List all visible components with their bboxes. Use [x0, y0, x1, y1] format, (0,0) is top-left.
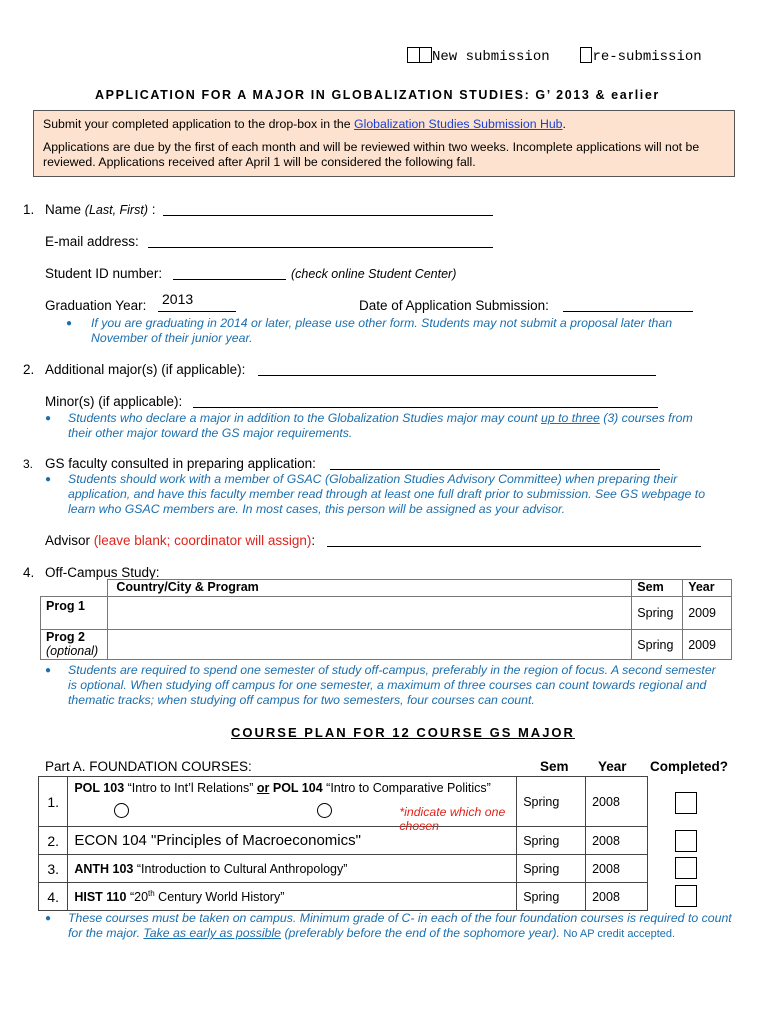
- row2-completed-checkbox[interactable]: [675, 830, 697, 852]
- instructions-box: [33, 110, 735, 177]
- additional-major-field[interactable]: [258, 361, 656, 376]
- col-sem-header: Sem: [632, 580, 683, 597]
- row4-year[interactable]: 2008: [586, 883, 648, 911]
- advisor-label: Advisor (leave blank; coordinator will assign):: [45, 533, 316, 548]
- q4-number: 4.: [23, 565, 35, 580]
- table-row: 3. ANTH 103 “Introduction to Cultural Anthropology” Spring 2008: [39, 855, 648, 883]
- q2-note: Students who declare a major in addition to the Globalization Studies major may count up to three (3) courses from their other major toward the GS major requirements.: [68, 411, 693, 440]
- bullet-icon: ●: [45, 474, 52, 485]
- q4-note: Students are required to spend one semester of study off-campus, preferably in the region of focus. A second semester is optional. When studying off campus for one semester, a maximum of three courses can count towards regional and thematic tracks; when studying off campus for two semesters, four courses can count.: [68, 663, 716, 707]
- minor-label: Minor(s) (if applicable):: [45, 394, 183, 409]
- faculty-consulted-label: GS faculty consulted in preparing application:: [45, 456, 316, 471]
- student-id-hint: (check online Student Center): [291, 267, 457, 281]
- new-submission-checkbox-2[interactable]: [419, 47, 432, 63]
- col-program-header: Country/City & Program: [108, 580, 632, 597]
- table-row: [41, 597, 732, 630]
- prog2-sem[interactable]: Spring: [632, 630, 683, 660]
- row1-year[interactable]: 2008: [586, 777, 648, 827]
- part-a-label: Part A. FOUNDATION COURSES:: [45, 759, 252, 774]
- bullet-icon: ●: [66, 318, 73, 329]
- email-label: E-mail address:: [45, 234, 139, 249]
- row3-year[interactable]: 2008: [586, 855, 648, 883]
- choose-note: *indicate which one chosen: [399, 805, 506, 833]
- name-field[interactable]: [163, 201, 493, 216]
- prog1-label: Prog 1: [41, 597, 108, 630]
- grad-year-value: 2013: [162, 291, 194, 307]
- col-year-header: Year: [683, 580, 732, 597]
- pol-courses: POL 103 “Intro to Int’l Relations” or POL 104 “Intro to Comparative Politics”: [74, 781, 491, 795]
- student-id-field[interactable]: [173, 265, 286, 280]
- advisor-field[interactable]: [327, 532, 701, 547]
- prog1-year[interactable]: 2009: [683, 597, 732, 630]
- table-row: [41, 630, 732, 660]
- name-label: Name (Last, First) :: [45, 202, 156, 217]
- prog2-year[interactable]: 2009: [683, 630, 732, 660]
- row4-sem[interactable]: Spring: [517, 883, 586, 911]
- prog1-sem[interactable]: Spring: [632, 597, 683, 630]
- q1-note: If you are graduating in 2014 or later, please use other form. Students may not submit a proposal later than November of their junior year.: [91, 316, 673, 345]
- table-row: 1. POL 103 “Intro to Int’l Relations” or POL 104 “Intro to Comparative Politics” *indicate which one chosen Spring 2008: [39, 777, 648, 827]
- row3-sem[interactable]: Spring: [517, 855, 586, 883]
- minor-field[interactable]: [193, 393, 658, 408]
- off-campus-label: Off-Campus Study:: [45, 565, 160, 580]
- q2-number: 2.: [23, 362, 35, 377]
- prog2-label: Prog 2 (optional): [41, 630, 108, 660]
- row3-completed-checkbox[interactable]: [675, 857, 697, 879]
- submission-date-label: Date of Application Submission:: [359, 298, 549, 313]
- anth103-course: ANTH 103 “Introduction to Cultural Anthropology”: [68, 855, 517, 883]
- row4-completed-checkbox[interactable]: [675, 885, 697, 907]
- econ104-course: ECON 104 "Principles of Macroeconomics": [68, 827, 517, 855]
- course-plan-title: COURSE PLAN FOR 12 COURSE GS MAJOR: [231, 725, 575, 740]
- student-id-label: Student ID number:: [45, 266, 163, 281]
- new-submission-label: New submission: [432, 49, 550, 65]
- grad-year-label: Graduation Year:: [45, 298, 147, 313]
- row2-sem[interactable]: Spring: [517, 827, 586, 855]
- off-campus-table: [40, 579, 732, 660]
- pol104-radio[interactable]: [317, 803, 332, 818]
- page-title: APPLICATION FOR A MAJOR IN GLOBALIZATION STUDIES: G’ 2013 & earlier: [95, 88, 660, 102]
- resubmission-label: re-submission: [592, 49, 702, 65]
- col-year-header: Year: [598, 759, 627, 774]
- table-row: 2. ECON 104 "Principles of Macroeconomics" Spring 2008: [39, 827, 648, 855]
- bullet-icon: ●: [45, 665, 52, 676]
- submission-type: [407, 47, 702, 65]
- q1-number: 1.: [23, 202, 35, 217]
- email-field[interactable]: [148, 233, 493, 248]
- additional-major-label: Additional major(s) (if applicable):: [45, 362, 246, 377]
- row1-completed-checkbox[interactable]: [675, 792, 697, 814]
- faculty-consulted-field[interactable]: [330, 455, 660, 470]
- bullet-icon: ●: [45, 913, 52, 924]
- bullet-icon: ●: [45, 413, 52, 424]
- submission-hub-link[interactable]: Globalization Studies Submission Hub: [354, 117, 563, 131]
- q3-note: Students should work with a member of GSAC (Globalization Studies Advisory Committee) when preparing their application, and have this faculty member read through at least one full draft prior to submission. See GS webpage to learn who GSAC members are. In most cases, this person will be assigned as your advisor.: [68, 472, 706, 516]
- instructions-line-1: Submit your completed application to the drop-box in the Globalization Studies Submission Hub.: [43, 117, 566, 131]
- col-sem-header: Sem: [540, 759, 569, 774]
- row1-sem[interactable]: Spring: [517, 777, 586, 827]
- q3-number: 3.: [23, 457, 34, 471]
- submission-date-field[interactable]: [563, 297, 693, 312]
- row2-year[interactable]: 2008: [586, 827, 648, 855]
- foundation-courses-table: [38, 776, 648, 911]
- hist110-course: HIST 110 “20th Century World History”: [68, 883, 517, 911]
- prog1-program-field[interactable]: [108, 597, 632, 630]
- resubmission-checkbox[interactable]: [580, 47, 592, 63]
- foundation-note: These courses must be taken on campus. Minimum grade of C- in each of the four foundation courses is required to count for the major. Take as early as possible (preferably before the end of the sophomore year). No AP credit accepted.: [68, 911, 732, 940]
- prog2-program-field[interactable]: [108, 630, 632, 660]
- col-completed-header: Completed?: [650, 759, 729, 774]
- table-row: 4. HIST 110 “20th Century World History” Spring 2008: [39, 883, 648, 911]
- pol103-radio[interactable]: [114, 803, 129, 818]
- instructions-line-2: Applications are due by the first of each month and will be reviewed within two weeks. Incomplete applications will not be reviewed. Applications received after April 1 will be considered the following fall.: [43, 140, 700, 169]
